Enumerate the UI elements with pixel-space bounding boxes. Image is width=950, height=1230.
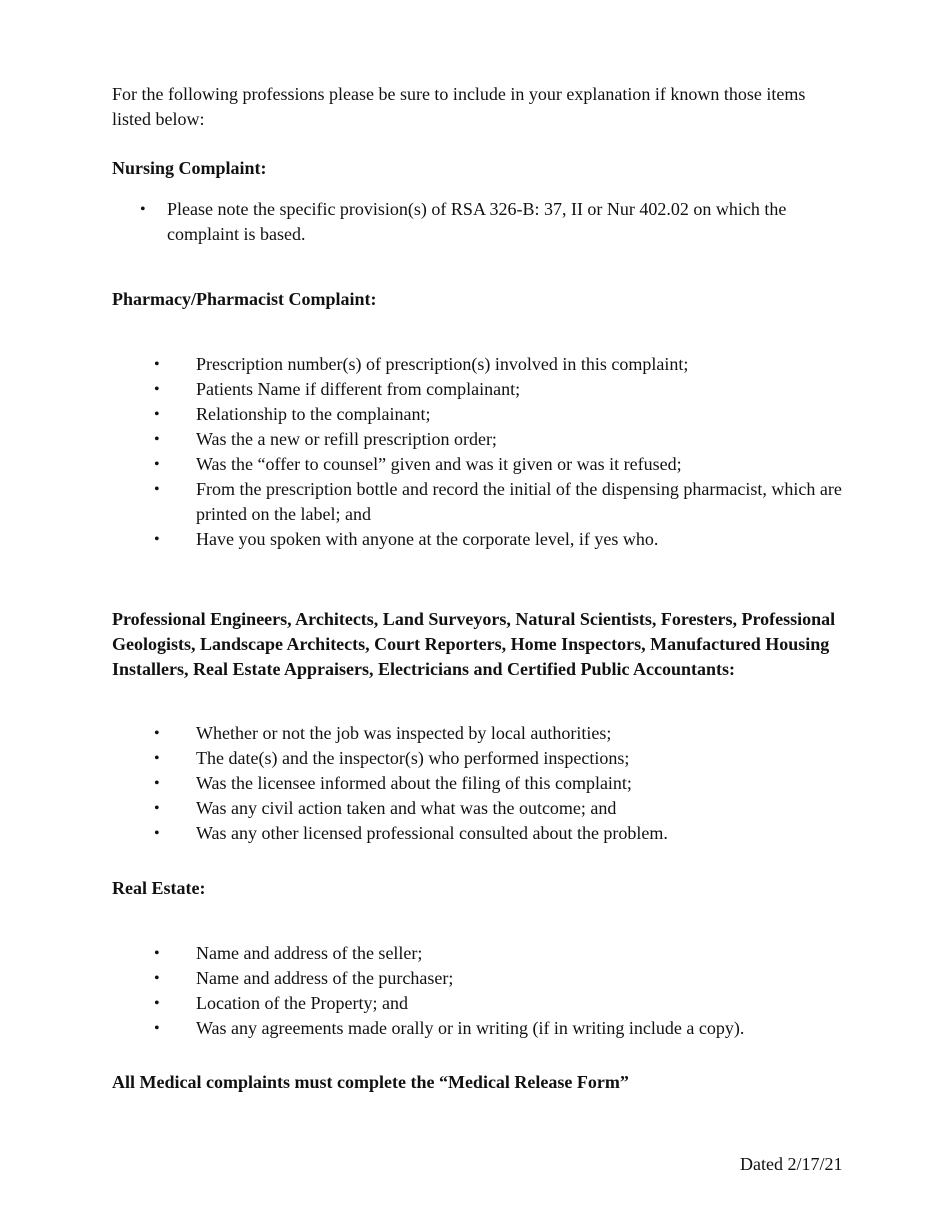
intro-paragraph: For the following professions please be sure to include in your explanation if known those items listed below: (112, 84, 806, 129)
bullet-icon: • (154, 481, 160, 498)
list-item: • Was the a new or refill prescription order; (154, 427, 874, 452)
bullet-icon: • (154, 750, 160, 767)
bullet-icon: • (154, 406, 160, 423)
bullet-icon: • (154, 945, 160, 962)
nursing-list (140, 197, 840, 247)
bullet-icon: • (154, 431, 160, 448)
bullet-icon: • (154, 775, 160, 792)
bullet-icon: • (154, 825, 160, 842)
list-item: • Whether or not the job was inspected by local authorities; (154, 721, 874, 746)
professionals-heading: Professional Engineers, Architects, Land Surveyors, Natural Scientists, Foresters, Professional Geologists, Landscape Architects, Court Reporters, Home Inspectors, Manufactured Housing Installers, Real Estate Appraisers, Electricians and Certified Public Accountants: (112, 609, 836, 679)
dated-footer: Dated 2/17/21 (740, 1154, 843, 1174)
list-item: • The date(s) and the inspector(s) who performed inspections; (154, 746, 874, 771)
list-item: • Have you spoken with anyone at the corporate level, if yes who. (154, 527, 874, 552)
bullet-icon: • (154, 970, 160, 987)
list-item: • From the prescription bottle and record the initial of the dispensing pharmacist, which are printed on the label; and (154, 479, 842, 524)
pharmacy-list (154, 352, 874, 552)
list-item: • Location of the Property; and (154, 991, 874, 1016)
list-item: • Was any civil action taken and what was the outcome; and (154, 796, 874, 821)
list-item: • Was the licensee informed about the filing of this complaint; (154, 771, 874, 796)
bullet-icon: • (154, 531, 160, 548)
list-item: • Name and address of the purchaser; (154, 966, 874, 991)
list-item: • Was the “offer to counsel” given and was it given or was it refused; (154, 452, 874, 477)
list-item: • Patients Name if different from complainant; (154, 377, 874, 402)
professionals-list (154, 721, 874, 846)
bullet-icon: • (154, 456, 160, 473)
list-item: • Prescription number(s) of prescription(s) involved in this complaint; (154, 352, 874, 377)
bullet-icon: • (154, 725, 160, 742)
list-item: • Was any agreements made orally or in writing (if in writing include a copy). (154, 1016, 874, 1041)
bullet-icon: • (140, 201, 146, 218)
nursing-heading: Nursing Complaint: (112, 158, 267, 178)
bullet-icon: • (154, 800, 160, 817)
real-estate-list (154, 941, 874, 1041)
list-item: • Name and address of the seller; (154, 941, 874, 966)
bullet-icon: • (154, 995, 160, 1012)
list-item: • Please note the specific provision(s) of RSA 326-B: 37, II or Nur 402.02 on which the complaint is based. (140, 199, 787, 244)
list-item: • Relationship to the complainant; (154, 402, 874, 427)
pharmacy-heading: Pharmacy/Pharmacist Complaint: (112, 289, 377, 309)
bullet-icon: • (154, 356, 160, 373)
bullet-icon: • (154, 1020, 160, 1037)
list-item: • Was any other licensed professional consulted about the problem. (154, 821, 874, 846)
medical-release-note: All Medical complaints must complete the “Medical Release Form” (112, 1072, 629, 1092)
real-estate-heading: Real Estate: (112, 878, 206, 898)
bullet-icon: • (154, 381, 160, 398)
